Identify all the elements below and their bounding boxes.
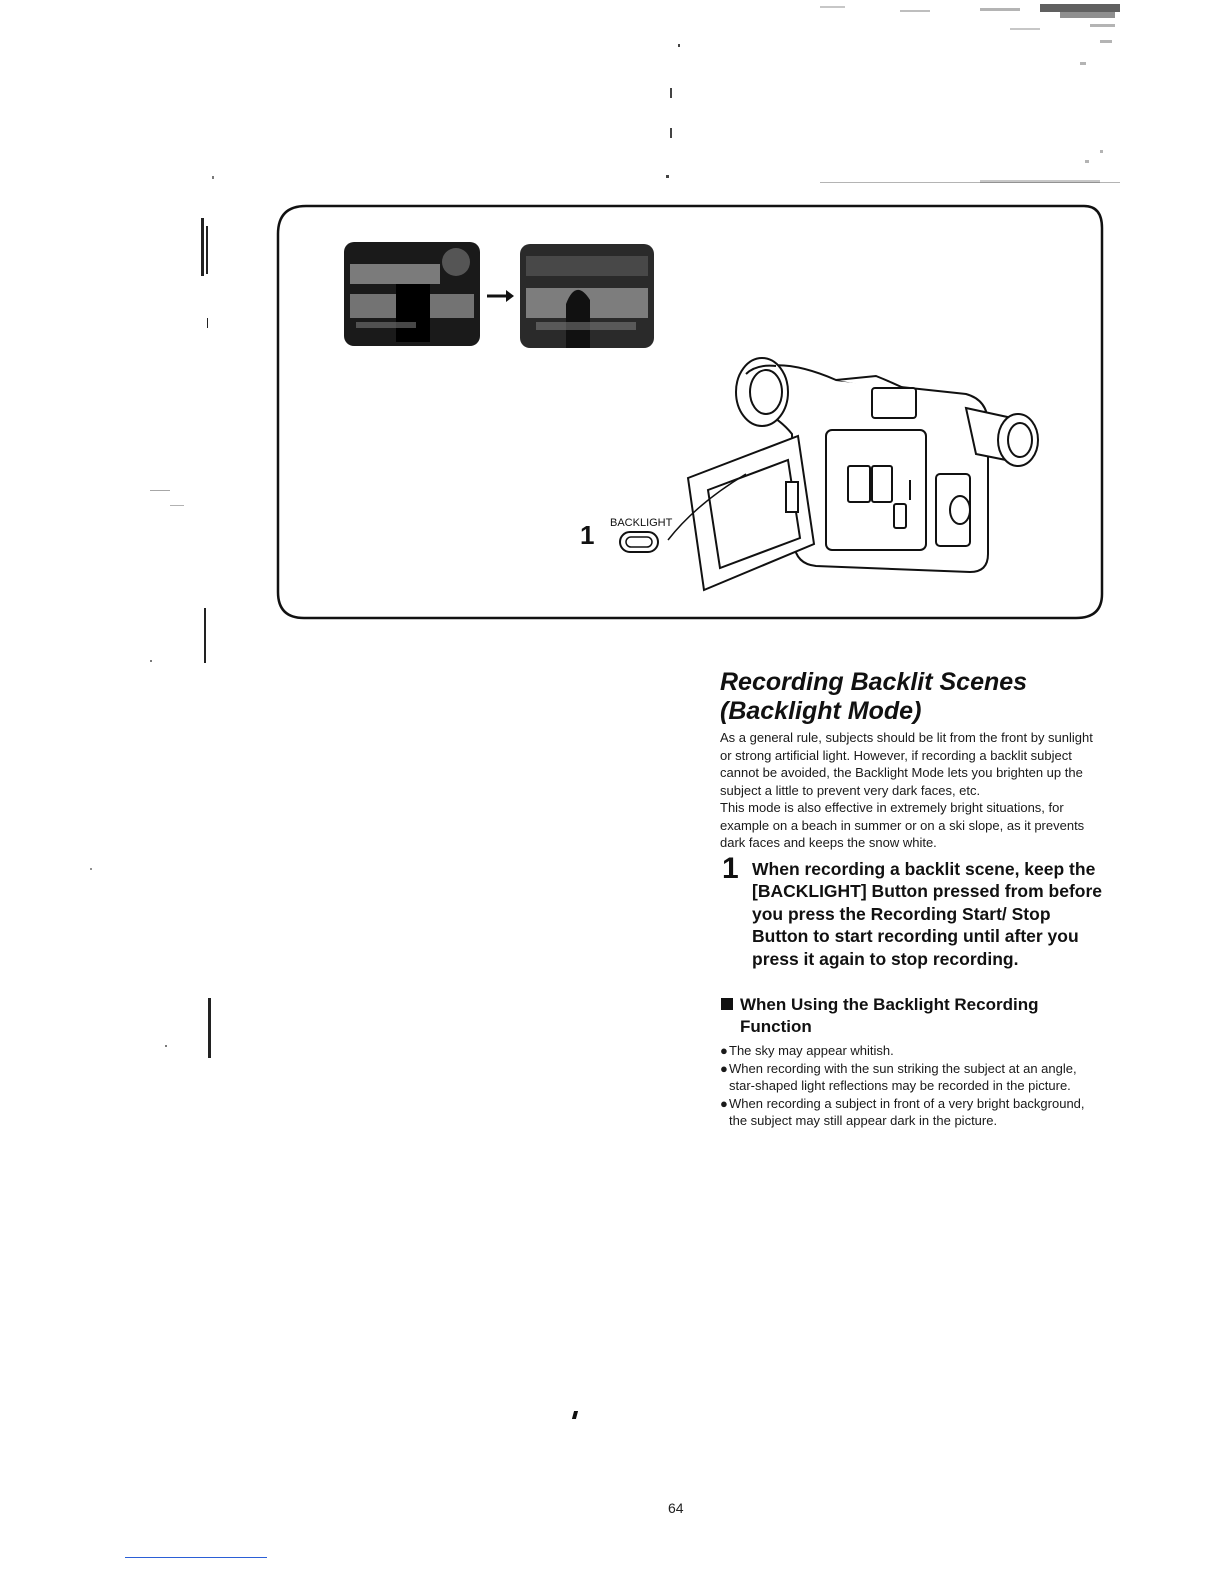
note-text: When recording a subject in front of a very bright background, the subject may still appear dark in the picture. [729,1095,1085,1128]
illustration-step-marker: 1 [580,520,595,550]
section-title [720,668,1105,726]
subsection-heading-text: When Using the Backlight Recording Function [740,995,1039,1036]
step-text: When recording a backlit scene, keep the [BACKLIGHT] Button pressed from before you press the Recording Start/ Stop Button to start recording until after you press it again to stop recording. [752,858,1102,969]
note-text: When recording with the sun striking the subject at an angle, star-shaped light reflections may be recorded in the picture. [729,1060,1077,1093]
bullet-dot-icon: ● [720,1043,728,1058]
section-title-line-1: Recording Backlit Scenes [720,668,1028,696]
footer-rule [125,1557,267,1558]
camcorder-illustration [668,358,1038,590]
square-bullet-icon [721,998,733,1010]
step-1 [720,851,1105,971]
second-paragraph: This mode is also effective in extremely bright situations, for example on a beach in summer or on a ski slope, as it prevents dark faces and keeps the snow white. [720,800,1085,850]
arrow-right-icon [487,290,514,302]
note-item [720,1060,1105,1095]
backlight-button-icon [620,532,658,552]
illustration-svg [276,204,1106,622]
note-text: The sky may appear whitish. [729,1043,894,1058]
page-number: 64 [668,1500,684,1516]
intro-paragraph: As a general rule, subjects should be lit from the front by sunlight or strong artificial light. However, if recording a backlit subject cannot be avoided, the Backlight Mode lets you brighten up the subject a little to prevent very dark faces, etc. [720,730,1093,798]
backlight-button-caption: BACKLIGHT [610,517,673,529]
backlit-scene-before-image [344,242,480,346]
notes-list [720,1042,1105,1130]
note-item [720,1095,1105,1130]
section-title-line-2: (Backlight Mode) [720,697,922,725]
note-item [720,1042,1105,1060]
bullet-dot-icon: ● [720,1095,728,1111]
subsection-heading [720,994,1105,1038]
illustration-panel [276,204,1106,622]
bullet-dot-icon: ● [720,1060,728,1076]
step-number: 1 [722,851,739,885]
backlit-scene-after-image [520,244,654,348]
binding-marks [0,0,260,1584]
article-section [720,668,1105,1130]
stray-ink-mark [572,1411,578,1419]
